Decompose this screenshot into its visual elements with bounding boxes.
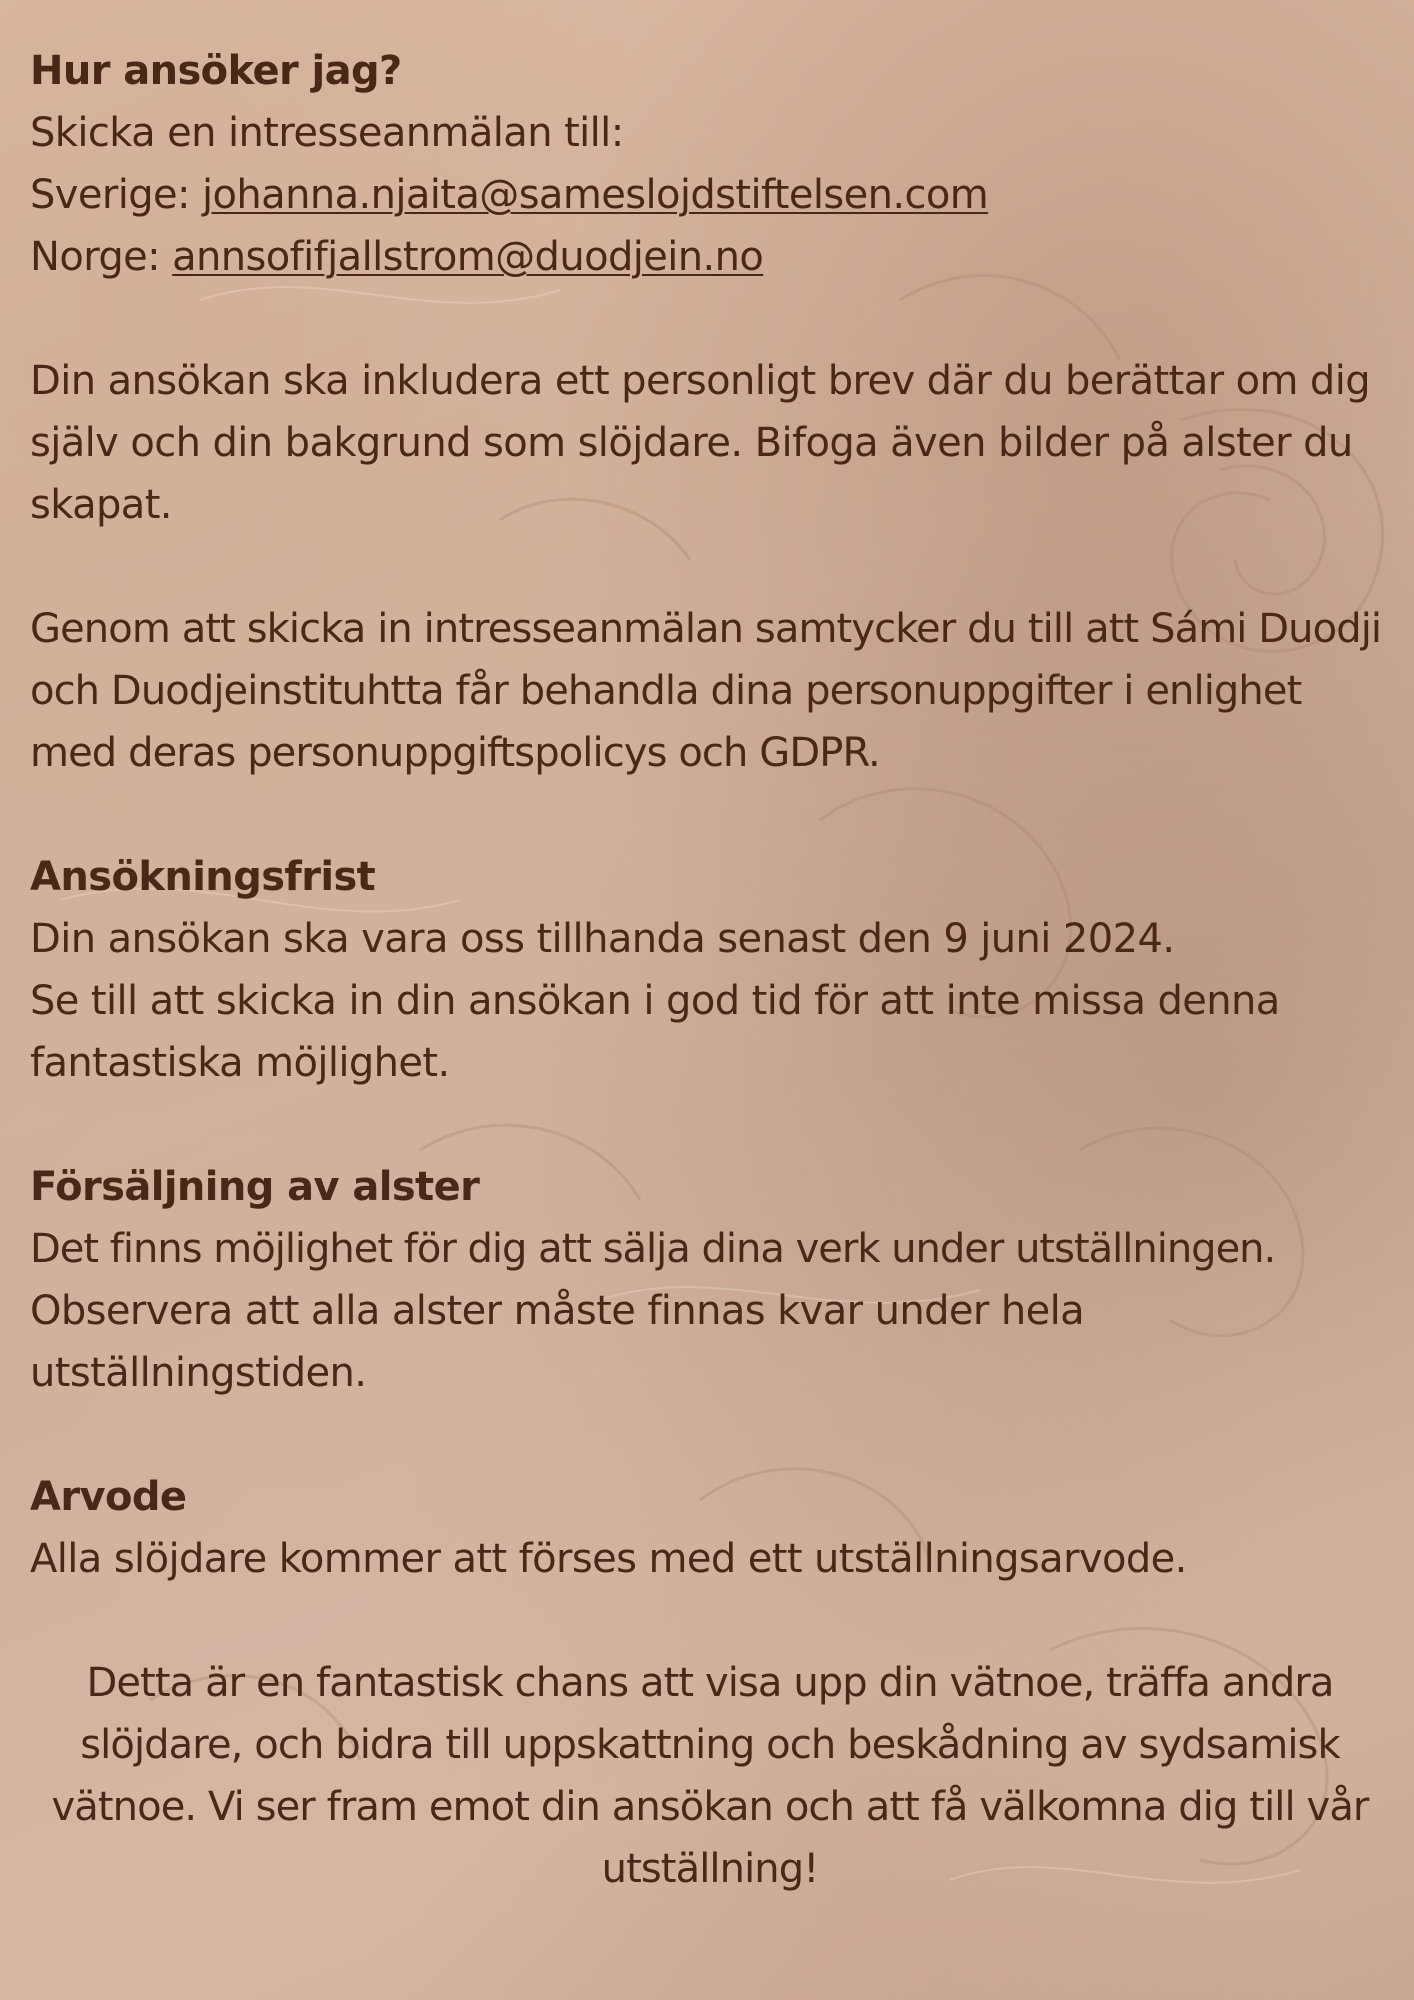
sales-section bbox=[30, 1156, 1390, 1404]
norway-contact bbox=[30, 226, 1390, 288]
sweden-contact bbox=[30, 164, 1390, 226]
spacer bbox=[30, 288, 1390, 350]
spacer bbox=[30, 1094, 1390, 1156]
sales-heading: Försäljning av alster bbox=[30, 1164, 480, 1210]
sweden-email-link[interactable]: johanna.njaita@sameslojdstiftelsen.com bbox=[202, 172, 989, 218]
closing-paragraph: Detta är en fantastisk chans att visa upp din vätnoe, träffa andra slöjdare, och bidra till uppskattning och beskådning av sydsamisk vätnoe. Vi ser fram emot din ansökan och att få välkomna dig till vår utställning! bbox=[51, 1660, 1369, 1892]
document-body bbox=[30, 40, 1390, 1900]
apply-intro: Skicka en intresseanmälan till: bbox=[30, 110, 624, 156]
fee-text: Alla slöjdare kommer att förses med ett utställningsarvode. bbox=[30, 1536, 1187, 1582]
deadline-heading: Ansökningsfrist bbox=[30, 854, 376, 900]
spacer bbox=[30, 1590, 1390, 1652]
fee-section bbox=[30, 1466, 1390, 1590]
spacer bbox=[30, 784, 1390, 846]
fee-heading: Arvode bbox=[30, 1474, 187, 1520]
deadline-date-text: Din ansökan ska vara oss tillhanda senast den 9 juni 2024. bbox=[30, 916, 1175, 962]
deadline-section bbox=[30, 846, 1390, 1094]
deadline-reminder-text: Se till att skicka in din ansökan i god tid för att inte missa denna fantastiska möjlighet. bbox=[30, 978, 1280, 1086]
norway-email-link[interactable]: annsofifjallstrom@duodjein.no bbox=[172, 234, 764, 280]
sweden-label: Sverige: bbox=[30, 172, 203, 218]
apply-section bbox=[30, 40, 1390, 288]
sales-note: Observera att alla alster måste finnas kvar under hela utställningstiden. bbox=[30, 1288, 1085, 1396]
spacer bbox=[30, 536, 1390, 598]
apply-heading: Hur ansöker jag? bbox=[30, 48, 402, 94]
norway-label: Norge: bbox=[30, 234, 173, 280]
sales-text: Det finns möjlighet för dig att sälja dina verk under utställningen. bbox=[30, 1226, 1276, 1272]
letter-paragraph: Din ansökan ska inkludera ett personligt brev där du berättar om dig själv och din bakgrund som slöjdare. Bifoga även bilder på alster du skapat. bbox=[30, 358, 1371, 528]
spacer bbox=[30, 1404, 1390, 1466]
consent-paragraph: Genom att skicka in intresseanmälan samtycker du till att Sámi Duodji och Duodjeinstituhtta får behandla dina personuppgifter i enlighet med deras personuppgiftspolicys och GDPR. bbox=[30, 606, 1382, 776]
